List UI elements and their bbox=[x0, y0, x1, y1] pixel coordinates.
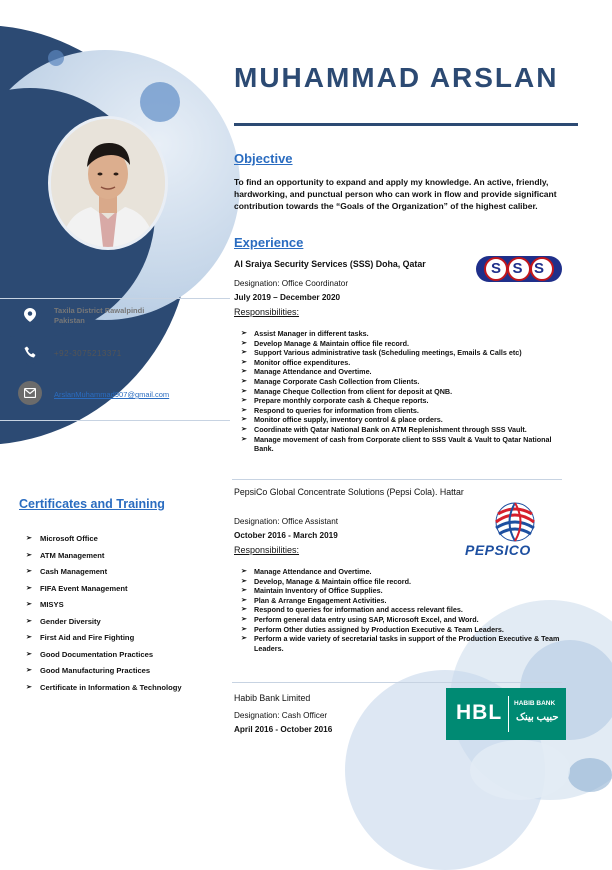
decor-bubble bbox=[48, 50, 64, 66]
contact-phone[interactable]: +92-3075213371 bbox=[54, 349, 122, 358]
sss-logo-text: SSS bbox=[491, 260, 556, 277]
decor-bubble bbox=[470, 740, 570, 800]
map-pin-icon bbox=[24, 308, 36, 322]
job-divider bbox=[232, 479, 562, 480]
phone-icon bbox=[24, 346, 36, 358]
hbl-logo bbox=[446, 688, 566, 740]
list-item: ➢ Microsoft Office bbox=[20, 531, 230, 548]
job-designation: Designation: Office Coordinator bbox=[234, 279, 349, 288]
list-item: ➢ ATM Management bbox=[20, 548, 230, 565]
responsibilities-label: Responsibilities: bbox=[234, 307, 300, 317]
list-item: ➢ Certificate in Information & Technology bbox=[20, 680, 230, 697]
duties-list bbox=[236, 567, 566, 653]
list-item: ➢ Manage Corporate Cash Collection from Clients. bbox=[236, 377, 566, 387]
job-divider bbox=[232, 682, 562, 683]
hbl-logo-divider bbox=[508, 696, 509, 732]
list-item: ➢ Respond to queries for information and access relevant files. bbox=[236, 605, 566, 615]
list-item: ➢ First Aid and Fire Fighting bbox=[20, 630, 230, 647]
email-badge bbox=[18, 381, 42, 405]
company-name: Habib Bank Limited bbox=[234, 693, 311, 703]
certificates-heading: Certificates and Training bbox=[19, 497, 165, 511]
list-item: ➢ Perform a wide variety of secretarial tasks in support of the Production Executive & Team Leaders. bbox=[236, 634, 566, 653]
list-item: ➢ Perform general data entry using SAP, Microsoft Excel, and Word. bbox=[236, 615, 566, 625]
list-item: ➢ Perform Other duties assigned by Production Executive & Team Leaders. bbox=[236, 625, 566, 635]
pepsico-logo-text: PEPSICO bbox=[465, 542, 531, 558]
list-item: ➢ Manage Attendance and Overtime. bbox=[236, 567, 566, 577]
job-designation: Designation: Office Assistant bbox=[234, 517, 339, 526]
list-item: ➢ Monitor office supply, inventory control & place orders. bbox=[236, 415, 566, 425]
left-divider bbox=[0, 298, 230, 299]
mail-icon bbox=[24, 388, 36, 398]
list-item: ➢ FIFA Event Management bbox=[20, 581, 230, 598]
responsibilities-label: Responsibilities: bbox=[234, 545, 300, 555]
location-badge bbox=[18, 303, 42, 327]
hbl-logo-subtext: HABIB BANK bbox=[514, 700, 556, 707]
avatar bbox=[48, 116, 168, 250]
sss-logo bbox=[474, 240, 564, 302]
phone-badge bbox=[18, 340, 42, 364]
list-item: ➢ Respond to queries for information from clients. bbox=[236, 406, 566, 416]
name-underline bbox=[234, 123, 578, 126]
list-item: ➢ Develop, Manage & Maintain office file record. bbox=[236, 577, 566, 587]
list-item: ➢ Support Various administrative task (Scheduling meetings, Emails & Calls etc) bbox=[236, 348, 566, 358]
list-item: ➢ Monitor office expenditures. bbox=[236, 358, 566, 368]
decor-bubble bbox=[140, 82, 180, 122]
list-item: ➢ Manage movement of cash from Corporate client to SSS Vault & Vault to Qatar National Bank. bbox=[236, 435, 566, 454]
job-dates: October 2016 - March 2019 bbox=[234, 531, 338, 540]
list-item: ➢ Manage Attendance and Overtime. bbox=[236, 367, 566, 377]
job-dates: July 2019 – December 2020 bbox=[234, 293, 341, 302]
company-name: Al Sraiya Security Services (SSS) Doha, Qatar bbox=[234, 259, 426, 269]
pepsico-globe-graphic bbox=[462, 500, 568, 544]
contact-location: Taxila District Rawalpindi Pakistan bbox=[54, 306, 145, 325]
hbl-logo-urdu: حبیب بینک bbox=[516, 712, 559, 723]
certificates-list bbox=[20, 531, 230, 696]
list-item: ➢ Good Documentation Practices bbox=[20, 647, 230, 664]
job-designation: Designation: Cash Officer bbox=[234, 711, 328, 720]
objective-heading: Objective bbox=[234, 151, 293, 166]
list-item: ➢ Gender Diversity bbox=[20, 614, 230, 631]
list-item: ➢ Manage Cheque Collection from client for deposit at QNB. bbox=[236, 387, 566, 397]
hbl-logo-text: HBL bbox=[456, 701, 503, 724]
decor-bubble bbox=[568, 758, 612, 792]
left-divider bbox=[0, 420, 230, 421]
pepsico-logo bbox=[462, 500, 568, 560]
experience-heading: Experience bbox=[234, 235, 304, 250]
list-item: ➢ Good Manufacturing Practices bbox=[20, 663, 230, 680]
list-item: ➢ Coordinate with Qatar National Bank on ATM Replenishment through SSS Vault. bbox=[236, 425, 566, 435]
list-item: ➢ Plan & Arrange Engagement Activities. bbox=[236, 596, 566, 606]
objective-text: To find an opportunity to expand and apply my knowledge. An active, friendly, hardworking, and punctual person who can work in flow and provide significant contribution towards the “Goals of the Organization” of the highest caliber. bbox=[234, 177, 557, 211]
job-dates: April 2016 - October 2016 bbox=[234, 725, 333, 734]
list-item: ➢ Prepare monthly corporate cash & Cheque reports. bbox=[236, 396, 566, 406]
duties-list bbox=[236, 329, 566, 454]
candidate-name: MUHAMMAD ARSLAN bbox=[234, 62, 559, 93]
list-item: ➢ Develop Manage & Maintain office file record. bbox=[236, 339, 566, 349]
list-item: ➢ Cash Management bbox=[20, 564, 230, 581]
list-item: ➢ Assist Manager in different tasks. bbox=[236, 329, 566, 339]
contact-email[interactable]: ArslanMuhammad907@gmail.com bbox=[54, 390, 170, 399]
list-item: ➢ Maintain Inventory of Office Supplies. bbox=[236, 586, 566, 596]
company-name: PepsiCo Global Concentrate Solutions (Pepsi Cola). Hattar bbox=[234, 487, 464, 497]
list-item: ➢ MISYS bbox=[20, 597, 230, 614]
